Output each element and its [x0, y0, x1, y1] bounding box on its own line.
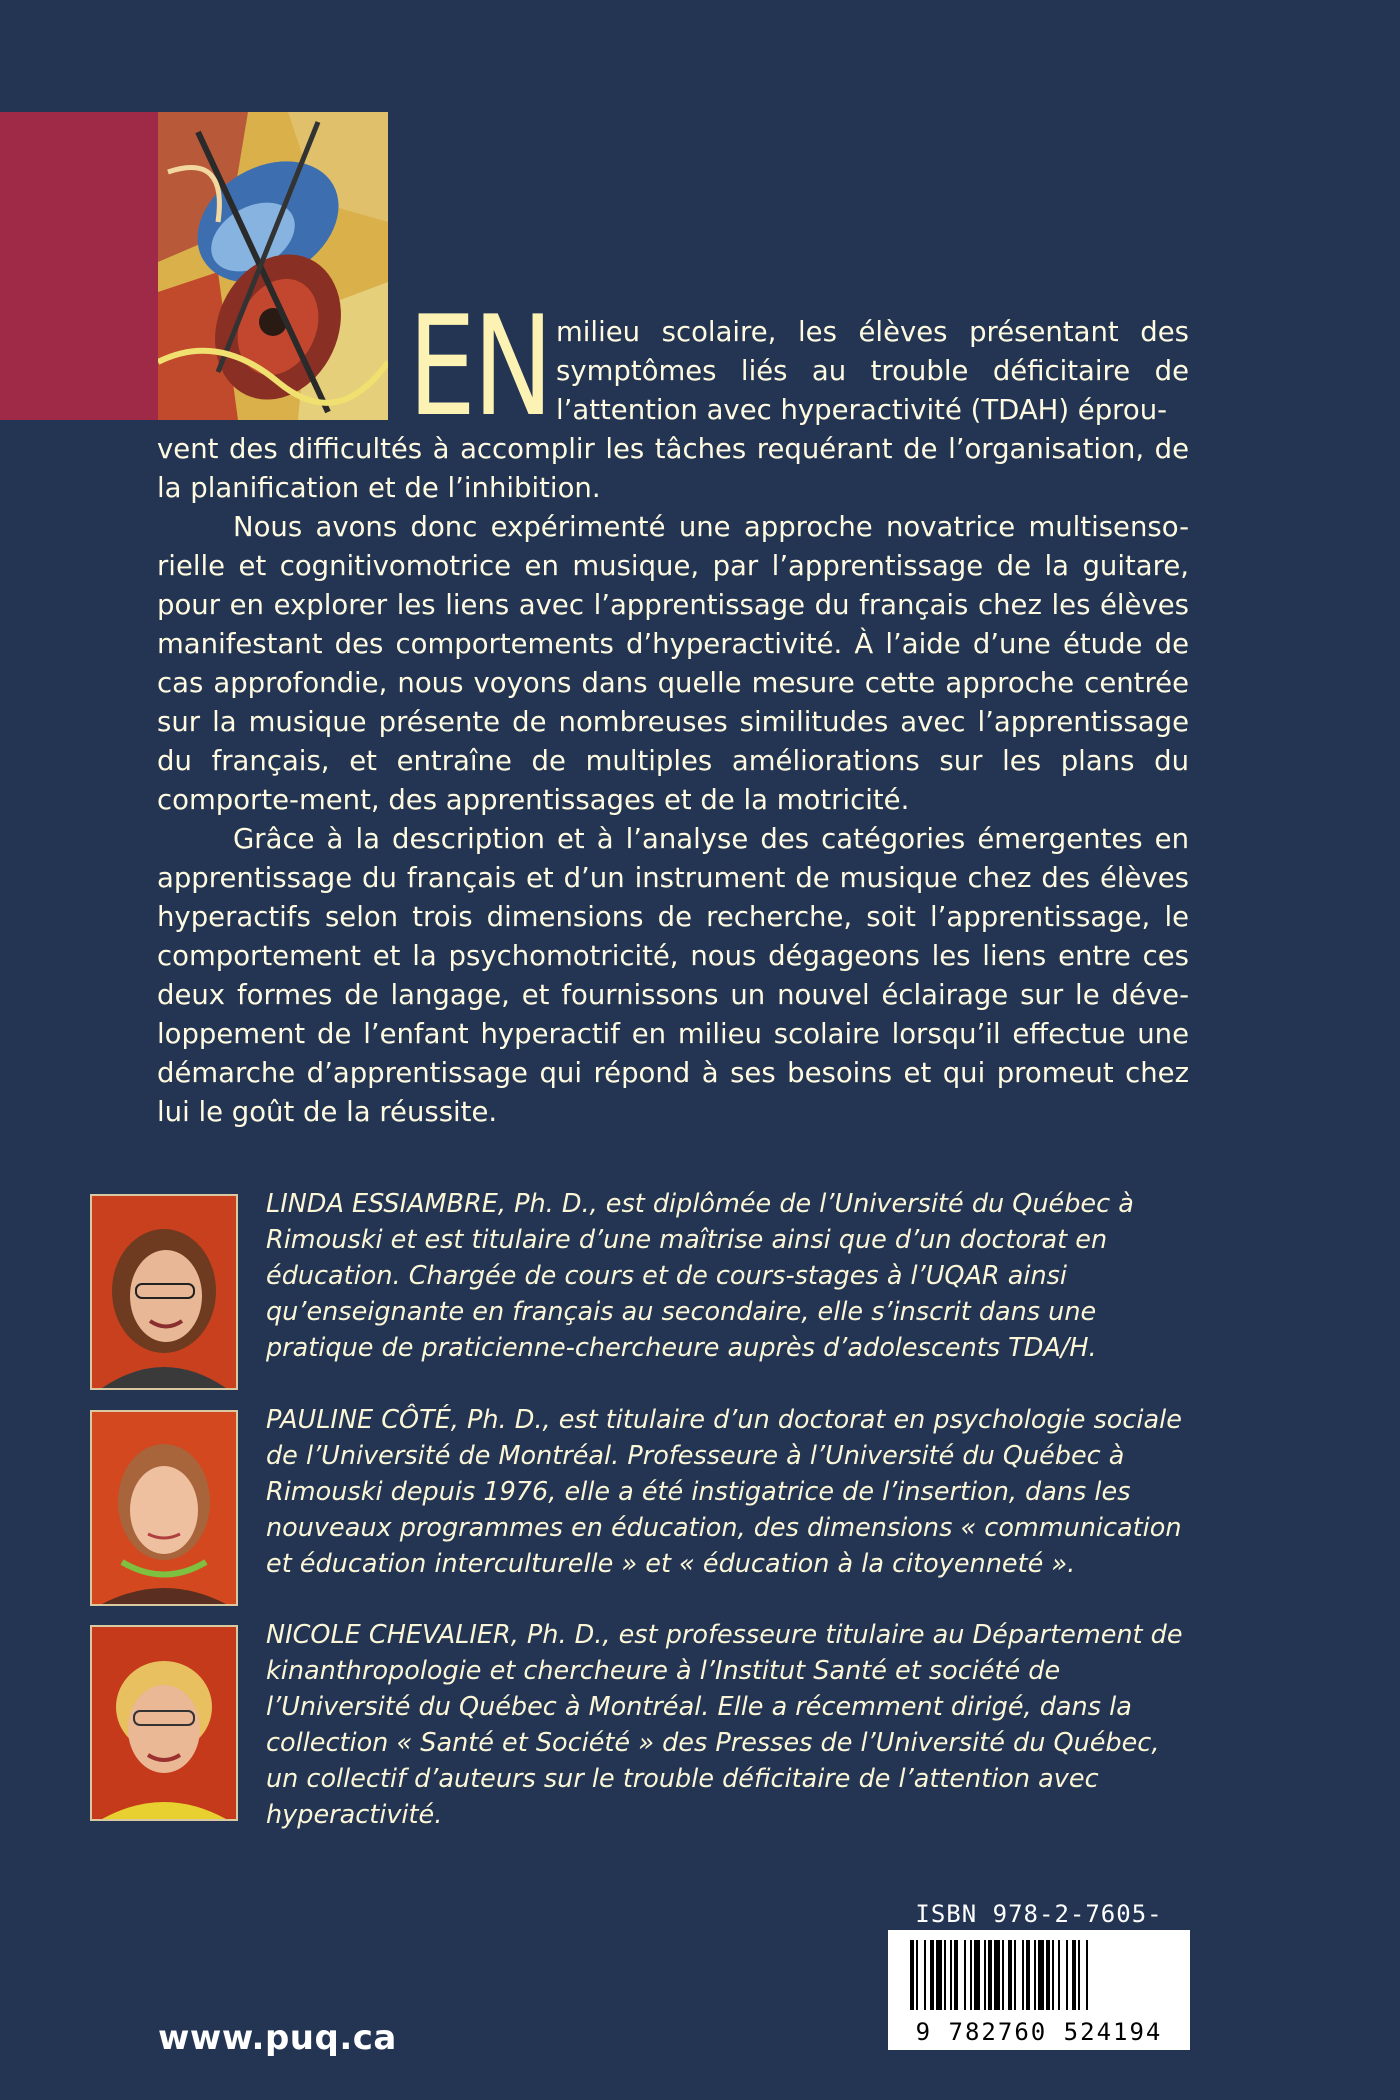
dropcap: EN	[408, 286, 551, 447]
author-photo	[90, 1410, 238, 1606]
barcode-bar	[994, 1940, 1000, 2010]
barcode-bar	[984, 1940, 986, 2010]
author-photo	[90, 1625, 238, 1821]
barcode-bar	[970, 1940, 972, 2010]
intro-text: milieu scolaire, les élèves présentant des symptômes liés au trouble déficitaire de l’attention avec hyperactivité (TDAH) éprou-	[556, 316, 1189, 426]
paragraph: Grâce à la description et à l’analyse des catégories émergentes en apprentissage du français et d’un instrument de musique chez des élèves hyperactifs selon trois dimensions de recherche, soit l’apprentissage, le comportement et la psychomotricité, nous dégageons les liens entre ces deux formes de langage, et fournissons un nouvel éclairage sur le déve-loppement de l’enfant hyperactif en milieu scolaire lorsqu’il effectue une démarche d’apprentissage qui répond à ses besoins et qui promeut chez lui le goût de la réussite.	[157, 823, 1189, 1128]
barcode	[888, 1930, 1190, 2050]
barcode-bar	[1066, 1940, 1068, 2010]
barcode-bar	[930, 1940, 934, 2010]
barcode-bar	[1014, 1940, 1016, 2010]
barcode-bar	[974, 1940, 980, 2010]
barcode-bar	[1078, 1940, 1080, 2010]
barcode-bar	[1038, 1940, 1044, 2010]
author-bio: NICOLE CHEVALIER, Ph. D., est professeure titulaire au Département de kinanthropologie et chercheure à l’Institut Santé et société de l’Université du Québec à Montréal. Elle a récemment dirigé, dans la collection « Santé et Société » des Presses de l’Université du Québec, un collectif d’auteurs sur le trouble déficitaire de l’attention avec hyperactivité.	[266, 1620, 1183, 1830]
summary-text	[157, 430, 1189, 1132]
barcode-bar	[1002, 1940, 1004, 2010]
barcode-bar	[964, 1940, 966, 2010]
author-bio: PAULINE CÔTÉ, Ph. D., est titulaire d’un doctorat en psychologie sociale de l’Université de Montréal. Professeure à l’Université du Québec à Rimouski depuis 1976, elle a été instigatrice de l’insertion, dans les nouveaux programmes en éducation, des dimensions « communication et éducation interculturelle » et « éducation à la citoyenneté ».	[266, 1405, 1182, 1579]
paragraph: Nous avons donc expérimenté une approche novatrice multisenso-rielle et cognitivomotrice en musique, par l’apprentissage de la guitare, pour en explorer les liens avec l’apprentissage du français chez les élèves manifestant des comportements d’hyperactivité. À l’aide d’une étude de cas approfondie, nous voyons dans quelle mesure cette approche centrée sur la musique présente de nombreuses similitudes avec l’apprentissage du français, et entraîne de multiples améliorations sur les plans du comporte-ment, des apprentissages et de la motricité.	[157, 511, 1189, 816]
barcode-bar	[1022, 1940, 1024, 2010]
author-name: NICOLE CHEVALIER,	[266, 1620, 519, 1650]
barcode-bar	[910, 1940, 914, 2010]
barcode-bar	[1034, 1940, 1036, 2010]
barcode-number: 9 782760 524194	[898, 2018, 1180, 2046]
barcode-bar	[916, 1940, 918, 2010]
cover-artwork-guitars	[158, 112, 388, 420]
barcode-bar	[1026, 1940, 1030, 2010]
barcode-bar	[954, 1940, 958, 2010]
barcode-bar	[1086, 1940, 1088, 2010]
barcode-bar	[936, 1940, 942, 2010]
author-bio: LINDA ESSIAMBRE, Ph. D., est diplômée de l’Université du Québec à Rimouski et est titulaire d’une maîtrise ainsi que d’un doctorat en éducation. Chargée de cours et de cours-stages à l’UQAR ainsi qu’enseignante en français au secondaire, elle s’inscrit dans une pratique de praticienne-chercheure auprès d’adolescents TDA/H.	[266, 1189, 1134, 1363]
author-name: PAULINE CÔTÉ,	[266, 1405, 459, 1435]
website-link[interactable]: www.puq.ca	[158, 2018, 397, 2058]
barcode-bar	[944, 1940, 946, 2010]
barcode-bar	[988, 1940, 992, 2010]
paragraph: vent des difficultés à accomplir les tâches requérant de l’organisation, de la planification et de l’inhibition.	[157, 433, 1189, 504]
barcode-bar	[1058, 1940, 1060, 2010]
barcode-bar	[924, 1940, 926, 2010]
barcode-bar	[950, 1940, 952, 2010]
isbn-label: ISBN 978-2-7605-	[915, 1900, 1163, 1928]
barcode-bar	[1008, 1940, 1012, 2010]
barcode-bar	[1072, 1940, 1076, 2010]
author-name: LINDA ESSIAMBRE,	[266, 1189, 506, 1219]
barcode-bar	[1052, 1940, 1054, 2010]
author-photo	[90, 1194, 238, 1390]
barcode-bar	[1046, 1940, 1050, 2010]
accent-band	[0, 112, 158, 420]
